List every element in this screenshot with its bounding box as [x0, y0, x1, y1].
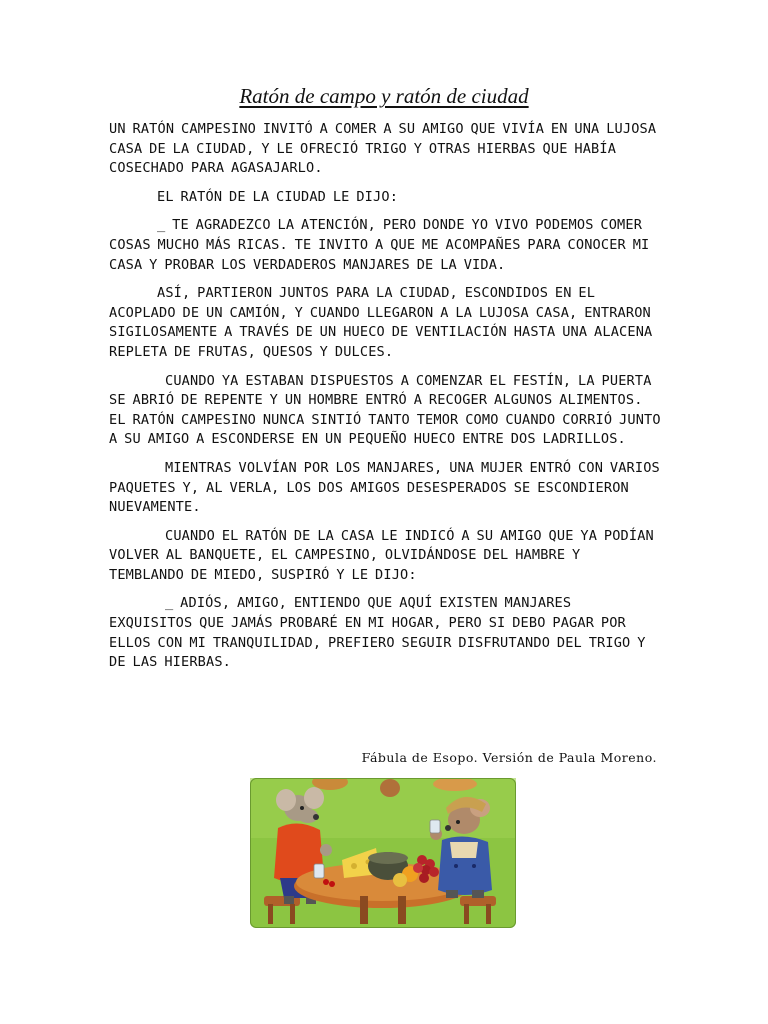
two-mice-at-table-illustration	[250, 778, 516, 928]
paragraph-4: ASÍ, PARTIERON JUNTOS PARA LA CIUDAD, ESCONDIDOS EN EL ACOPLADO DE UN CAMIÓN, Y CUANDO LLEGARON A LA LUJOSA CASA, ENTRARON SIGILOSAMENTE A TRAVÉS DE UN HUECO DE VENTILACIÓN HASTA UNA ALACENA REPLETA DE FRUTAS, QUESOS Y DULCES.	[109, 285, 653, 360]
page-title: Ratón de campo y ratón de ciudad	[239, 84, 529, 108]
paragraph-6: MIENTRAS VOLVÍAN POR LOS MANJARES, UNA MUJER ENTRÓ CON VARIOS PAQUETES Y, AL VERLA, LOS DOS AMIGOS DESESPERADOS SE ESCONDIERON NUEVAMENTE.	[109, 459, 660, 516]
paragraph-1: UN RATÓN CAMPESINO INVITÓ A COMER A SU AMIGO QUE VIVÍA EN UNA LUJOSA CASA DE LA CIUDAD, Y LE OFRECIÓ TRIGO Y OTRAS HIERBAS QUE HABÍA COSECHADO PARA AGASAJARLO.	[109, 121, 657, 177]
paragraph-7: CUANDO EL RATÓN DE LA CASA LE INDICÓ A SU AMIGO QUE YA PODÍAN VOLVER AL BANQUETE, EL CAMPESINO, OLVIDÁNDOSE DEL HAMBRE Y TEMBLANDO DE MIEDO, SUSPIRÓ Y LE DIJO:	[109, 527, 654, 583]
paragraph-2: EL RATÓN DE LA CIUDAD LE DIJO:	[157, 188, 399, 205]
paragraph-8: _ ADIÓS, AMIGO, ENTIENDO QUE AQUÍ EXISTEN MANJARES EXQUISITOS QUE JAMÁS PROBARÉ EN MI HOGAR, PERO SI DEBO PAGAR POR ELLOS CON MI TRANQUILIDAD, PREFIERO SEGUIR DISFRUTANDO DEL TRIGO Y DE LAS HIERBAS.	[109, 595, 646, 671]
paragraph-3: _ TE AGRADEZCO LA ATENCIÓN, PERO DONDE YO VIVO PODEMOS COMER COSAS MUCHO MÁS RICAS. TE INVITO A QUE ME ACOMPAÑES PARA CONOCER MI CASA Y PROBAR LOS VERDADEROS MANJARES DE LA VIDA.	[109, 217, 650, 273]
paragraph-5: CUANDO YA ESTABAN DISPUESTOS A COMENZAR EL FESTÍN, LA PUERTA SE ABRIÓ DE REPENTE Y UN HOMBRE ENTRÓ A RECOGER ALGUNOS ALIMENTOS. EL RATÓN CAMPESINO NUNCA SINTIÓ TANTO TEMOR COMO CUANDO CORRIÓ JUNTO A SU AMIGO A ESCONDERSE EN UN PEQUEÑO HUECO ENTRE DOS LADRILLOS.	[109, 372, 661, 448]
story-body	[109, 120, 661, 682]
signature: Fábula de Esopo. Versión de Paula Moreno.	[361, 750, 657, 765]
